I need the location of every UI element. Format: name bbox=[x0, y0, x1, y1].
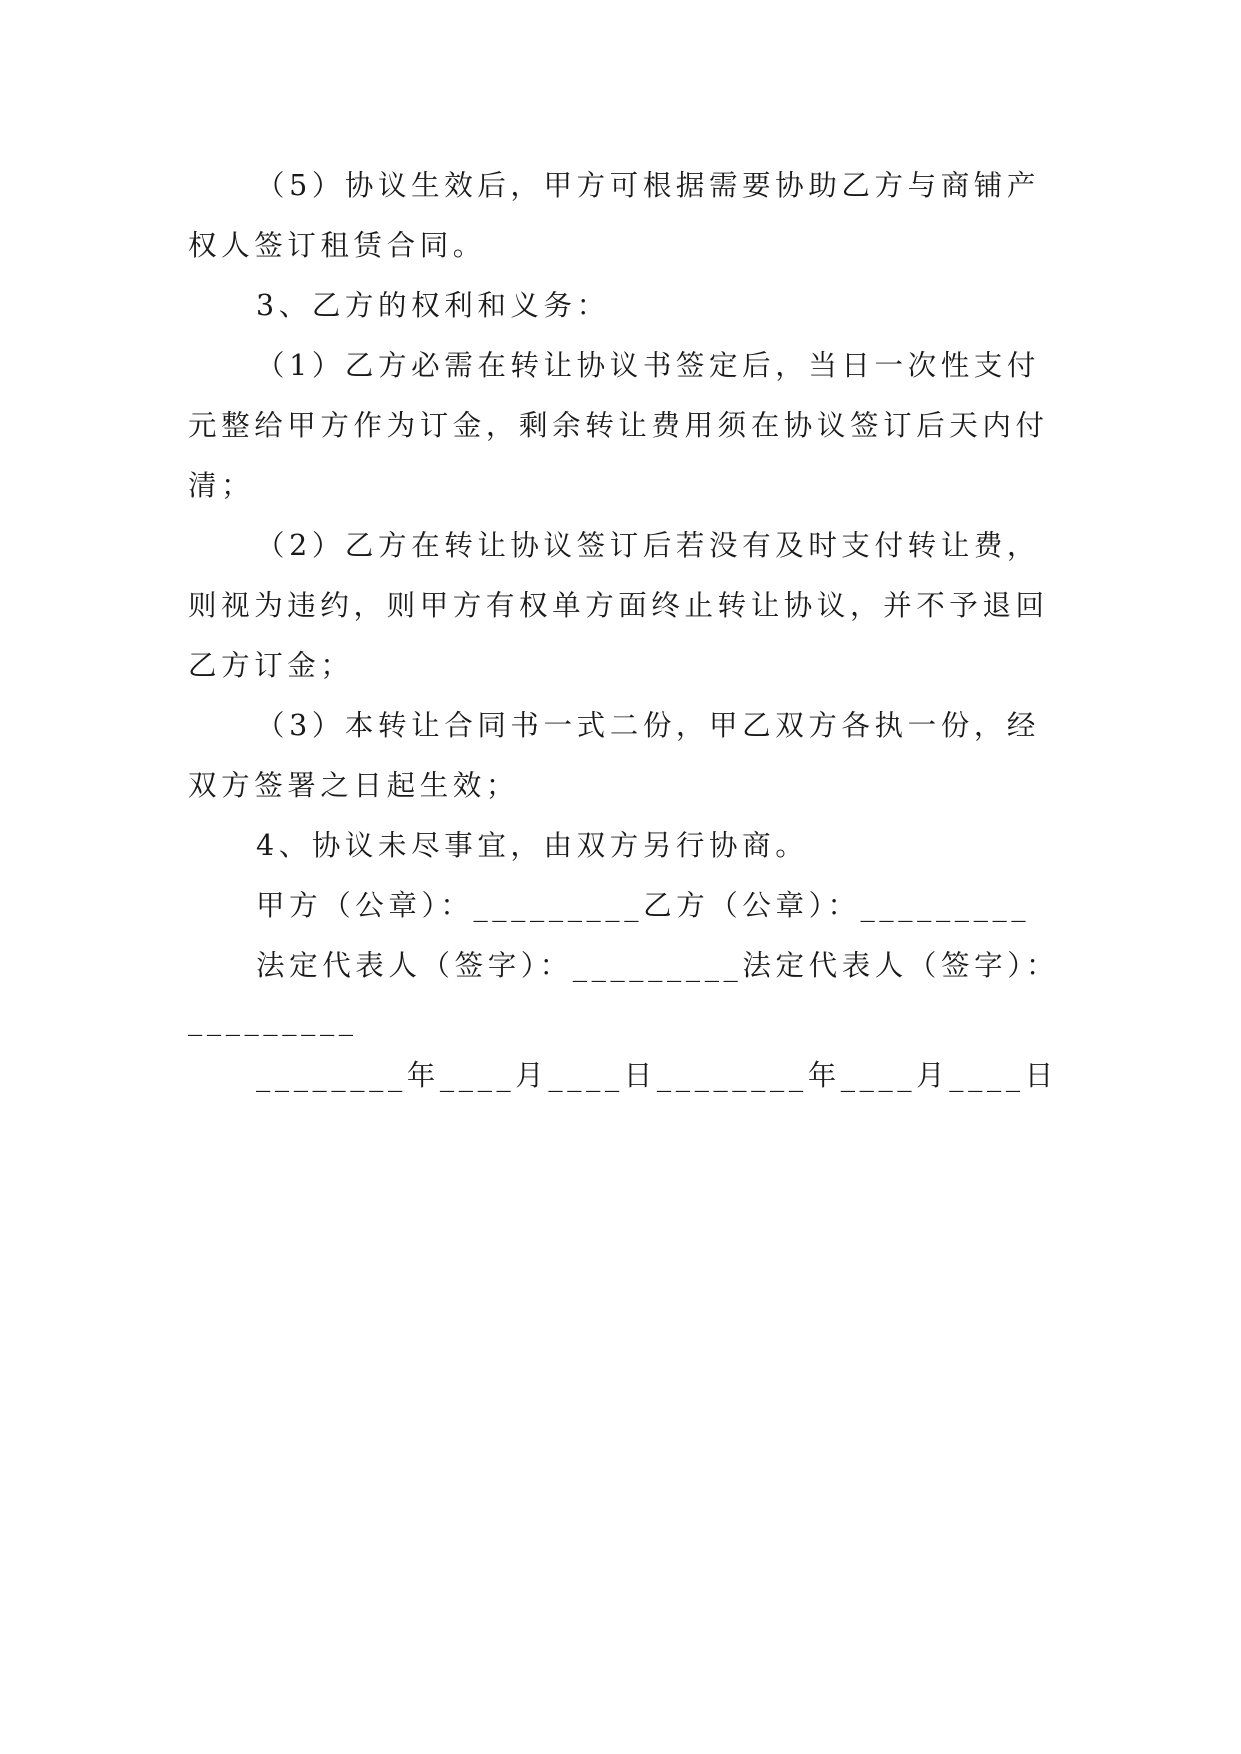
paragraph-5-effect bbox=[188, 156, 1048, 276]
text-line: 权人签订租赁合同。 bbox=[188, 229, 486, 262]
text-line: 4、协议未尽事宜，由双方另行协商。 bbox=[256, 829, 809, 862]
section-3-heading bbox=[188, 276, 1048, 336]
paragraph-3-copies bbox=[188, 696, 1048, 816]
seal-line bbox=[188, 876, 1048, 936]
text-line: 清； bbox=[188, 469, 255, 502]
text-line: 甲方（公章）：_________乙方（公章）：_________ bbox=[256, 889, 1031, 922]
signature-line bbox=[188, 936, 1060, 1044]
text-line: （5）协议生效后，甲方可根据需要协助乙方与商铺产 bbox=[256, 169, 1041, 202]
text-line: ________年____月____日________年____月____日 bbox=[256, 1059, 1058, 1092]
section-4-clause bbox=[188, 816, 1048, 876]
text-line: 双方签署之日起生效； bbox=[188, 769, 520, 802]
text-line: （1）乙方必需在转让协议书签定后，当日一次性支付 bbox=[256, 349, 1041, 382]
text-line: 3、乙方的权利和义务： bbox=[256, 289, 610, 322]
paragraph-2-breach bbox=[188, 516, 1048, 696]
text-line: 元整给甲方作为订金，剩余转让费用须在协议签订后天内付 bbox=[188, 409, 1049, 442]
date-line bbox=[188, 1046, 1058, 1106]
text-line: _________ bbox=[188, 1003, 358, 1036]
text-line: 则视为违约，则甲方有权单方面终止转让协议，并不予退回 bbox=[188, 589, 1049, 622]
paragraph-1-payment bbox=[188, 336, 1048, 516]
text-line: 法定代表人（签字）：_________法定代表人（签字）： bbox=[256, 949, 1060, 982]
text-line: 乙方订金； bbox=[188, 649, 354, 682]
text-line: （2）乙方在转让协议签订后若没有及时支付转让费， bbox=[256, 529, 1041, 562]
text-line: （3）本转让合同书一式二份，甲乙双方各执一份，经 bbox=[256, 709, 1041, 742]
